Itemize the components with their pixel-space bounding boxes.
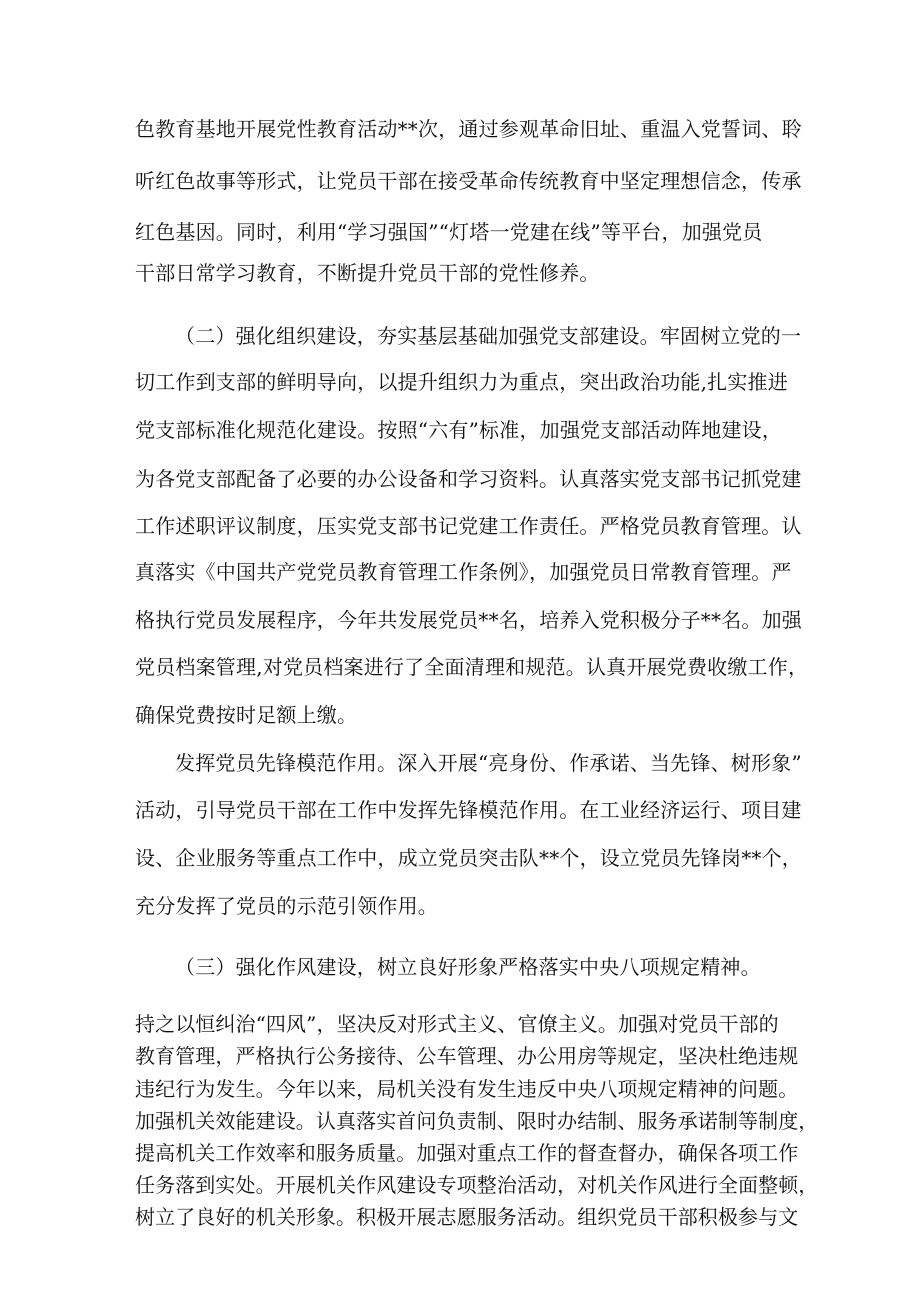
text-line: 设、企业服务等重点工作中，成立党员突击队**个，设立党员先锋岗**个， [135,846,802,870]
text-line: 真落实《中国共产党党员教育管理工作条例》，加强党员日常教育管理。严 [135,560,792,584]
text-line: 切工作到支部的鲜明导向，以提升组织力为重点，突出政治功能,扎实推进 [135,370,788,394]
text-line: 色教育基地开展党性教育活动**次，通过参观革命旧址、重温入党誓词、聆 [135,117,802,141]
text-line: 任务落到实处。开展机关作风建设专项整治活动，对机关作风进行全面整顿， [135,1173,819,1197]
text-line: 违纪行为发生。今年以来，局机关没有发生违反中央八项规定精神的问题。 [135,1077,799,1101]
section-heading-line: （二）强化组织建设，夯实基层基础加强党支部建设。牢固树立党的一 [175,324,802,348]
text-line: 充分发挥了党员的示范引领作用。 [135,894,438,918]
text-line: 发挥党员先锋模范作用。深入开展“亮身份、作承诺、当先锋、树形象” [175,751,802,775]
section-heading-line: （三）强化作风建设，树立良好形象严格落实中央八项规定精神。 [175,955,761,979]
text-line: 树立了良好的机关形象。积极开展志愿服务活动。组织党员干部积极参与文 [135,1205,799,1229]
text-line: 活动，引导党员干部在工作中发挥先锋模范作用。在工业经济运行、项目建 [135,798,802,822]
text-line: 格执行党员发展程序，今年共发展党员**名，培养入党积极分子**名。加强 [135,608,802,632]
text-line: 教育管理，严格执行公务接待、公车管理、办公用房等规定，坚决杜绝违规 [135,1044,799,1068]
text-line: 加强机关效能建设。认真落实首问负责制、限时办结制、服务承诺制等制度， [135,1109,819,1133]
text-line: 提高机关工作效率和服务质量。加强对重点工作的督查督办，确保各项工作 [135,1141,799,1165]
text-line: 为各党支部配备了必要的办公设备和学习资料。认真落实党支部书记抓党建 [135,467,802,491]
text-line: 党员档案管理,对党员档案进行了全面清理和规范。认真开展党费收缴工作， [135,655,809,679]
text-line: 党支部标准化规范化建设。按照“六有”标准，加强党支部活动阵地建设， [135,418,783,442]
text-line: 确保党费按时足额上缴。 [135,703,358,727]
text-line: 红色基因。同时，利用“学习强国”“灯塔一党建在线”等平台，加强党员 [135,220,763,244]
text-line: 听红色故事等形式，让党员干部在接受革命传统教育中坚定理想信念，传承 [135,169,802,193]
text-line: 干部日常学习教育，不断提升党员干部的党性修养。 [135,261,600,285]
text-line: 工作述职评议制度，压实党支部书记党建工作责任。严格党员教育管理。认 [135,514,802,538]
text-line: 持之以恒纠治“四风”，坚决反对形式主义、官僚主义。加强对党员干部的 [135,1012,779,1036]
